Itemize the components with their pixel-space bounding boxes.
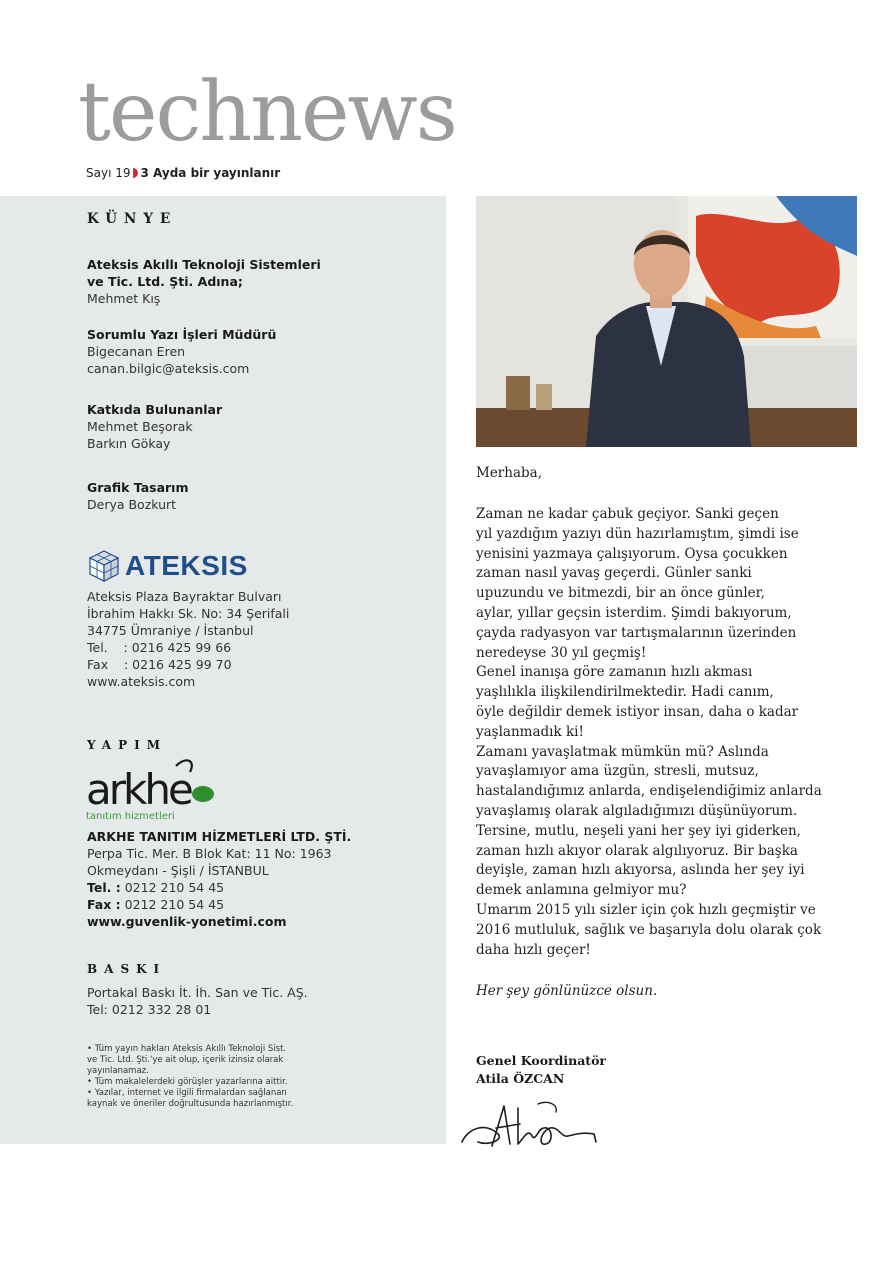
arkhe-contact-block [87, 828, 351, 930]
kunye-heading: KÜNYE [87, 211, 178, 227]
printer-tel: Tel: 0212 332 28 01 [87, 1002, 212, 1017]
printer-block [87, 984, 308, 1018]
editor-email[interactable]: canan.bilgic@ateksis.com [87, 361, 250, 376]
arkhe-tel: 0212 210 54 45 [120, 880, 225, 895]
issue-number: Sayı 19 [86, 166, 131, 180]
ateksis-address-line: İbrahim Hakkı Sk. No: 34 Şerifali [87, 606, 290, 621]
letter-line: zaman hızlı akıyor olarak algılıyoruz. Bir başka [476, 842, 798, 859]
letter-body [476, 505, 836, 960]
arkhe-fax-label: Fax : [87, 897, 121, 912]
legal-notes [87, 1044, 297, 1110]
letter-line: Zaman ne kadar çabuk geçiyor. Sanki geçen [476, 506, 779, 522]
letter-line: yaşlanmadık ki! [476, 723, 584, 740]
letter-greeting-block [476, 464, 836, 484]
ateksis-fax: Fax : 0216 425 99 70 [87, 657, 232, 672]
legal-note: • Tüm makalelerdeki görüşler yazarlarına aittir. [87, 1077, 288, 1087]
publication-frequency: 3 Ayda bir yayınlanır [140, 166, 281, 180]
ateksis-logo [87, 549, 248, 583]
ateksis-contact-block [87, 588, 289, 690]
letter-line: yaşlılıkla ilişkilendirilmektedir. Hadi canım, [476, 684, 774, 701]
designer-name: Derya Bozkurt [87, 497, 177, 512]
handwritten-signature [458, 1098, 603, 1154]
editor-title: Sorumlu Yazı İşleri Müdürü [87, 327, 277, 342]
editor-name: Bigecanan Eren [87, 344, 186, 359]
ateksis-logo-text: ATEKSIS [125, 550, 248, 581]
letter-line: hastalandığımız anlarda, endişelendiğimiz anlarda [476, 783, 822, 800]
arkhe-fax-row [87, 896, 351, 913]
arkhe-logo [86, 756, 220, 826]
ateksis-address-line: 34775 Ümraniye / İstanbul [87, 623, 254, 638]
signer-block [476, 1052, 606, 1088]
arkhe-company: ARKHE TANITIM HİZMETLERİ LTD. ŞTİ. [87, 829, 352, 844]
arkhe-address-line: Okmeydanı - Şişli / İSTANBUL [87, 863, 269, 878]
letter-line: yıl yazdığım yazıyı dün hazırlamıştım, şimdi ise [476, 525, 799, 542]
letter-line: 2016 mutluluk, sağlık ve başarıyla dolu olarak çok [476, 921, 822, 938]
letter-line: Zamanı yavaşlatmak mümkün mü? Aslında [476, 743, 769, 760]
signer-title: Genel Koordinatör [476, 1053, 606, 1068]
letter-line: Tersine, mutlu, neşeli yani her şey iyi giderken, [476, 822, 801, 839]
owner-line-1: Ateksis Akıllı Teknoloji Sistemleri [87, 257, 321, 272]
arkhe-address-line: Perpa Tic. Mer. B Blok Kat: 11 No: 1963 [87, 846, 332, 861]
letter-line: yenisini yazmaya çalışıyorum. Oysa çocukken [476, 545, 788, 562]
owner-name: Mehmet Kış [87, 291, 161, 306]
arkhe-web[interactable]: www.guvenlik-yonetimi.com [87, 914, 287, 929]
legal-note: • Yazılar, internet ve ilgili firmalardan sağlanan kaynak ve öneriler doğrultusunda hazırlanmıştır. [87, 1088, 294, 1109]
coordinator-photo [476, 196, 857, 447]
ateksis-tel: Tel. : 0216 425 99 66 [87, 640, 232, 655]
letter-line: upuzundu ve bitmezdi, bir an önce günler, [476, 585, 765, 602]
contributor-name: Barkın Gökay [87, 436, 171, 451]
contributor-name: Mehmet Beşorak [87, 419, 193, 434]
baski-heading: BASKI [87, 962, 167, 976]
letter-line: neredeyse 30 yıl geçmiş! [476, 644, 647, 661]
arkhe-logo-text: arkhe [86, 765, 191, 814]
arkhe-logo-graphic [86, 756, 220, 822]
letter-line: zaman nasıl yavaş geçerdi. Günler sanki [476, 565, 752, 582]
contributors-block [87, 401, 222, 452]
owner-block [87, 256, 321, 307]
letter-line: deyişle, zaman hızlı akıyorsa, aslında her şey iyi [476, 862, 805, 879]
contributors-title: Katkıda Bulunanlar [87, 402, 223, 417]
letter-greeting: Merhaba, [476, 465, 542, 481]
letter-line: yavaşlamıyor ama üzgün, stresli, mutsuz, [476, 763, 759, 780]
legal-note: • Tüm yayın hakları Ateksis Akıllı Teknoloji Sist. ve Tic. Ltd. Şti.'ye ait olup, içerik izinsiz olarak yayınlanamaz. [87, 1044, 287, 1076]
issue-line [86, 166, 280, 180]
issue-marker-icon [133, 168, 138, 178]
design-block [87, 479, 189, 513]
letter-line: aylar, yıllar geçsin isterdim. Şimdi bakıyorum, [476, 604, 792, 621]
design-title: Grafik Tasarım [87, 480, 189, 495]
printer-name: Portakal Baskı İt. İh. San ve Tic. AŞ. [87, 985, 308, 1000]
arkhe-logo-subtitle: tanıtım hizmetleri [86, 811, 175, 822]
editor-block [87, 326, 276, 377]
arkhe-fax: 0212 210 54 45 [120, 897, 225, 912]
letter-line: çayda radyasyon var tartışmalarının üzerinden [476, 624, 797, 641]
masthead-title: technews [78, 65, 456, 160]
letter-line: Umarım 2015 yılı sizler için çok hızlı geçmiştir ve [476, 901, 816, 918]
letter-line: Genel inanışa göre zamanın hızlı akması [476, 664, 753, 681]
ateksis-web[interactable]: www.ateksis.com [87, 674, 196, 689]
arkhe-tel-row [87, 879, 351, 896]
letter-line: daha hızlı geçer! [476, 941, 591, 958]
yapim-heading: YAPIM [87, 738, 168, 752]
signer-name: Atila ÖZCAN [476, 1071, 565, 1086]
letter-line: öyle değildir demek istiyor insan, daha o kadar [476, 703, 799, 720]
ateksis-address-line: Ateksis Plaza Bayraktar Bulvarı [87, 589, 282, 604]
owner-line-2: ve Tic. Ltd. Şti. Adına; [87, 274, 243, 289]
ateksis-cube-icon [87, 549, 121, 583]
letter-closing: Her şey gönlünüzce olsun. [476, 983, 658, 999]
letter-line: yavaşlamış olarak algıladığımızı düşünüyorum. [476, 802, 798, 819]
arkhe-tel-label: Tel. : [87, 880, 121, 895]
letter-line: demek anlamına gelmiyor mu? [476, 882, 687, 899]
